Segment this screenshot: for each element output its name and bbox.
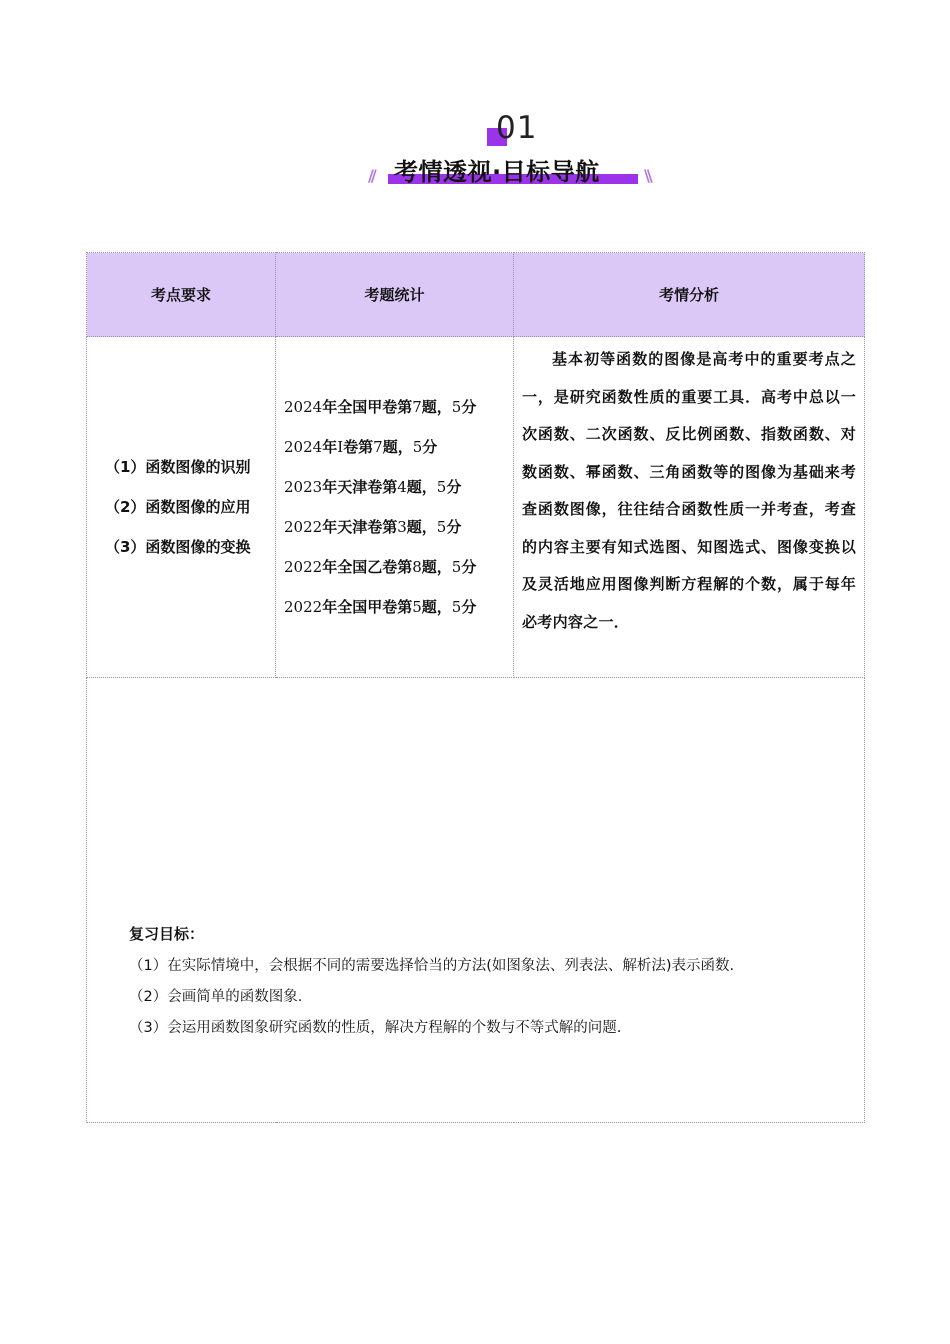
goal-item: （2）会画简单的函数图象. [129,988,303,1005]
section-header [0,110,950,200]
goal-item: （1）在实际情境中，会根据不同的需要选择恰当的方法(如图象法、列表法、解析法)表示函数. [129,957,735,974]
table-body-row [87,337,865,678]
stat-item: 2022年全国甲卷第5题，5分 [284,598,477,616]
table-header-row [87,253,865,337]
stat-item: 2022年天津卷第3题，5分 [284,518,462,536]
slash-right-decoration: \\ [644,166,650,185]
header-requirements: 考点要求 [87,253,276,337]
slash-left-decoration: // [368,166,374,185]
header-analysis: 考情分析 [514,253,865,337]
exam-overview-table [86,252,865,1123]
goals-title: 复习目标： [129,924,205,943]
stat-item: 2024年I卷第7题，5分 [284,438,438,456]
stat-item: 2022年全国乙卷第8题，5分 [284,558,477,576]
stat-item: 2023年天津卷第4题，5分 [284,478,462,496]
header-statistics: 考题统计 [276,253,514,337]
statistics-cell [276,337,514,678]
section-title: 考情透视·目标导航 [394,158,600,186]
analysis-text: 基本初等函数的图像是高考中的重要考点之一，是研究函数性质的重要工具．高考中总以一次函数、二次函数、反比例函数、指数函数、对数函数、幂函数、三角函数等的图像为基础来考查函数图像，往往结合函数性质一并考查，考查的内容主要有知式选图、知图选式、图像变换以及灵活地应用图像判断方程解的个数，属于每年必考内容之一． [522,350,856,631]
goal-item: （3）会运用函数图象研究函数的性质，解决方程解的个数与不等式解的问题. [129,1019,622,1036]
requirement-item: （2）函数图像的应用 [105,498,251,516]
goals-cell [87,678,865,1123]
stat-item: 2024年全国甲卷第7题，5分 [284,398,477,416]
goals-row [87,678,865,1123]
review-goals [87,756,864,1045]
analysis-cell [514,337,865,678]
section-number: 01 [496,110,538,146]
requirement-item: （3）函数图像的变换 [105,538,251,556]
requirements-cell [87,337,276,678]
requirement-item: （1）函数图像的识别 [105,458,251,476]
